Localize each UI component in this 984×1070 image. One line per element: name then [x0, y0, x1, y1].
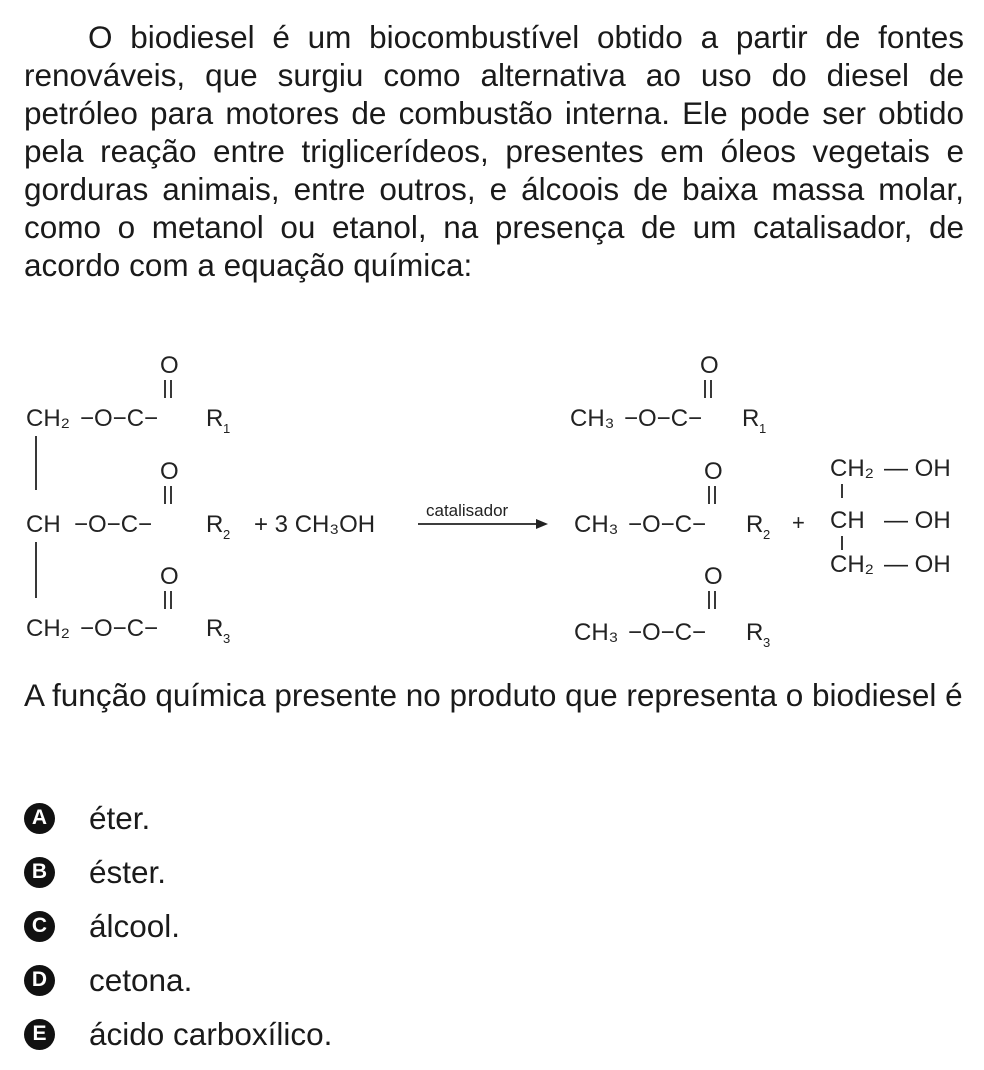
product-ch3: CH₃: [574, 511, 619, 538]
catalyst-label: catalisador: [426, 501, 509, 520]
option-letter-badge: E: [24, 1019, 55, 1050]
option-text: ácido carboxílico.: [89, 1015, 333, 1052]
plus-sign: +: [792, 510, 805, 535]
ester-link: −O−C−: [628, 511, 707, 538]
ester-link: −O−C−: [628, 619, 707, 646]
carbonyl-oxygen: O: [704, 563, 723, 590]
option-letter-badge: A: [24, 803, 55, 834]
option-text: cetona.: [89, 961, 193, 998]
reactant-ch2-bottom: CH₂: [26, 615, 70, 642]
option-text: álcool.: [89, 907, 181, 944]
option-letter-badge: C: [24, 911, 55, 942]
option-letter-badge: B: [24, 857, 55, 888]
question-stem: A função química presente no produto que representa o biodiesel é: [24, 677, 963, 713]
product-ch3: CH₃: [574, 619, 619, 646]
product-ch3: CH₃: [570, 405, 615, 432]
ester-link: −O−C−: [80, 405, 159, 432]
glycerol-ch: CH: [830, 507, 865, 534]
reaction-scheme: [0, 340, 984, 670]
r-group: R: [206, 615, 224, 642]
r-group: R: [742, 405, 760, 432]
glycerol-ch2: CH₂: [830, 455, 874, 482]
option-b[interactable]: [24, 852, 166, 892]
r-subscript: 2: [763, 527, 771, 542]
arrow-head: [536, 519, 548, 529]
carbonyl-oxygen: O: [704, 458, 723, 485]
r-subscript: 2: [223, 527, 231, 542]
carbonyl-oxygen: O: [160, 352, 179, 379]
r-subscript: 1: [759, 421, 767, 436]
ester-link: −O−C−: [80, 615, 159, 642]
option-d[interactable]: [24, 960, 192, 1000]
reactant-ch2-top: CH₂: [26, 405, 70, 432]
r-group: R: [206, 511, 224, 538]
ester-link: −O−C−: [624, 405, 703, 432]
glycerol: [830, 455, 951, 578]
methyl-esters: [570, 352, 770, 650]
r-group: R: [746, 619, 764, 646]
r-group: R: [746, 511, 764, 538]
option-a[interactable]: [24, 798, 150, 838]
ester-link: −O−C−: [74, 511, 153, 538]
carbonyl-oxygen: O: [700, 352, 719, 379]
hydroxyl: — OH: [884, 455, 951, 482]
option-e[interactable]: [24, 1014, 332, 1054]
intro-text: O biodiesel é um biocombustível obtido a partir de fontes renováveis, que surgiu como alternativa ao uso do diesel de petróleo para motores de combustão interna. Ele pode ser obtido pela reação entre triglicerídeos, presentes em óleos vegetais e gorduras animais, entre outros, e álcoois de baixa massa molar, como o metanol ou etanol, na presença de um catalisador, de acordo com a equação química:: [24, 19, 964, 283]
option-text: éter.: [89, 799, 151, 836]
reactant-ch-mid: CH: [26, 511, 61, 538]
r-subscript: 3: [223, 631, 231, 646]
r-subscript: 1: [223, 421, 231, 436]
hydroxyl: — OH: [884, 551, 951, 578]
glycerol-ch2: CH₂: [830, 551, 874, 578]
intro-paragraph: [24, 18, 964, 284]
carbonyl-oxygen: O: [160, 458, 179, 485]
carbonyl-oxygen: O: [160, 563, 179, 590]
triglyceride: [26, 352, 230, 646]
r-subscript: 3: [763, 635, 771, 650]
hydroxyl: — OH: [884, 507, 951, 534]
option-letter-badge: D: [24, 965, 55, 996]
option-text: éster.: [89, 853, 167, 890]
methanol-reagent: + 3 CH₃OH: [254, 511, 376, 538]
option-c[interactable]: [24, 906, 180, 946]
r-group: R: [206, 405, 224, 432]
